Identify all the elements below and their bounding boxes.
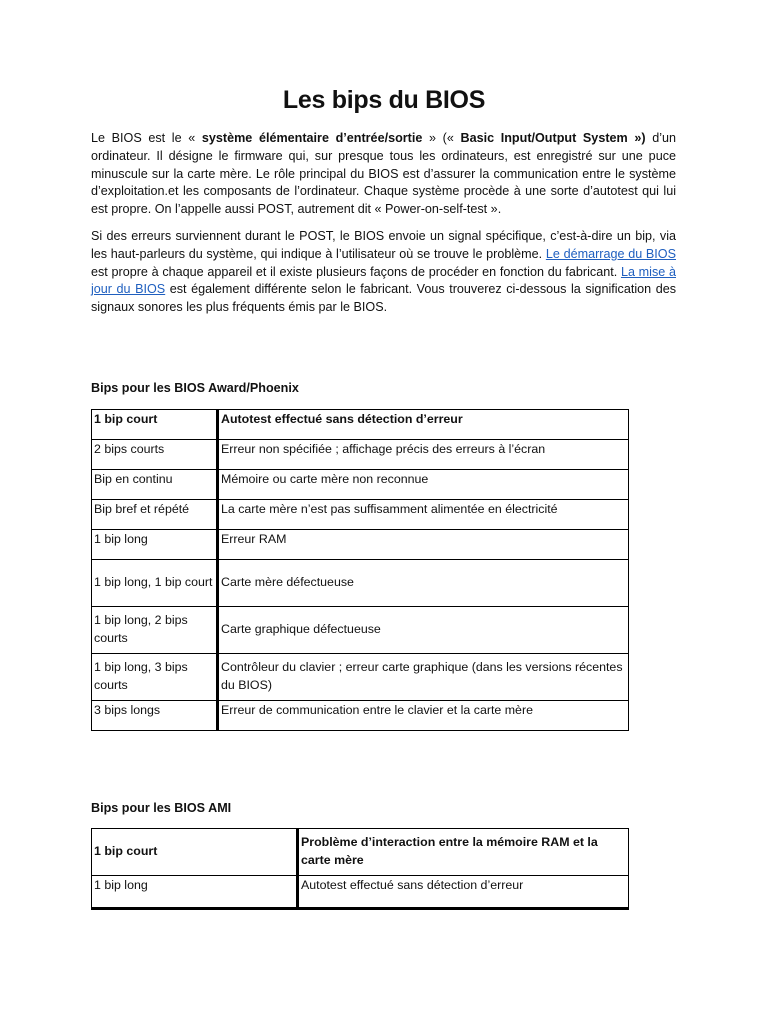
text-run: » (« bbox=[422, 131, 461, 145]
table-row bbox=[92, 500, 629, 530]
table-row bbox=[92, 654, 629, 701]
beep-meaning-cell: Erreur RAM bbox=[218, 530, 629, 560]
text-run: est propre à chaque appareil et il existe plusieurs façons de procéder en fonction du fabricant. bbox=[91, 264, 621, 279]
table-row bbox=[92, 470, 629, 500]
table-row bbox=[92, 560, 629, 607]
bios-startup-link[interactable]: Le démarrage du BIOS bbox=[545, 246, 676, 261]
award-section-heading: Bips pour les BIOS Award/Phoenix bbox=[91, 381, 299, 395]
ami-section-heading: Bips pour les BIOS AMI bbox=[91, 801, 232, 815]
text-run: Le BIOS est le « bbox=[91, 131, 202, 145]
beep-meaning-cell: Carte mère défectueuse bbox=[218, 560, 629, 607]
beep-meaning-cell: Carte graphique défectueuse bbox=[218, 607, 629, 654]
intro-paragraph-2 bbox=[91, 228, 676, 317]
beep-meaning-cell: La carte mère n’est pas suffisamment alimentée en électricité bbox=[218, 500, 629, 530]
table-row bbox=[92, 701, 629, 731]
award-beep-table bbox=[91, 409, 629, 731]
text-run: est également différente selon le fabricant. Vous trouverez ci-dessous la signification des signaux sonores les plus fréquents émis par le BIOS. bbox=[91, 282, 676, 315]
table-row bbox=[92, 410, 629, 440]
table-row bbox=[92, 530, 629, 560]
beep-code-cell: 1 bip court bbox=[92, 829, 298, 876]
beep-meaning-cell: Erreur de communication entre le clavier et la carte mère bbox=[218, 701, 629, 731]
intro-paragraph-1 bbox=[91, 130, 676, 219]
beep-code-cell: 1 bip long bbox=[92, 530, 218, 560]
beep-code-cell: 3 bips longs bbox=[92, 701, 218, 731]
beep-meaning-cell: Contrôleur du clavier ; erreur carte graphique (dans les versions récentes du BIOS) bbox=[218, 654, 629, 701]
beep-code-cell: Bip en continu bbox=[92, 470, 218, 500]
bios-update-link[interactable]: La mise à jour du BIOS bbox=[91, 264, 676, 297]
beep-code-cell: Bip bref et répété bbox=[92, 500, 218, 530]
ami-beep-table bbox=[91, 828, 629, 910]
beep-code-cell: 1 bip long, 3 bips courts bbox=[92, 654, 218, 701]
beep-meaning-cell: Autotest effectué sans détection d’erreur bbox=[218, 410, 629, 440]
beep-meaning-cell: Mémoire ou carte mère non reconnue bbox=[218, 470, 629, 500]
beep-code-cell: 1 bip long, 2 bips courts bbox=[92, 607, 218, 654]
beep-code-cell: 2 bips courts bbox=[92, 440, 218, 470]
text-run: Si des erreurs surviennent durant le POST, le BIOS envoie un signal spécifique, c’est-à-dire un bip, via les haut-parleurs du système, qui indique à l’utilisateur où se trouve le problème. bbox=[91, 229, 676, 261]
beep-code-cell: 1 bip court bbox=[92, 410, 218, 440]
beep-meaning-cell: Autotest effectué sans détection d’erreur bbox=[298, 876, 629, 909]
bold-term-french: système élémentaire d’entrée/sortie bbox=[201, 131, 423, 145]
beep-code-cell: 1 bip long bbox=[92, 876, 298, 909]
beep-code-cell: 1 bip long, 1 bip court bbox=[92, 560, 218, 607]
table-row bbox=[92, 607, 629, 654]
text-run: d’un ordinateur. Il désigne le firmware qui, sur presque tous les ordinateurs, est enregistré sur une puce minuscule sur la carte mère. Le rôle principal du BIOS est d’assurer la communication entre le système d’exploitation.et les composants de l’ordinateur. Chaque système procède à une sorte d’autotest qui lui est propre. On l’appelle aussi POST, autrement dit « Power-on-self-test ». bbox=[91, 131, 677, 217]
table-row bbox=[92, 876, 629, 909]
page-title: Les bips du BIOS bbox=[282, 86, 486, 114]
table-row bbox=[92, 829, 629, 876]
beep-meaning-cell: Problème d’interaction entre la mémoire RAM et la carte mère bbox=[298, 829, 629, 876]
beep-meaning-cell: Erreur non spécifiée ; affichage précis des erreurs à l’écran bbox=[218, 440, 629, 470]
bold-term-english: Basic Input/Output System ») bbox=[460, 131, 646, 145]
table-row bbox=[92, 440, 629, 470]
